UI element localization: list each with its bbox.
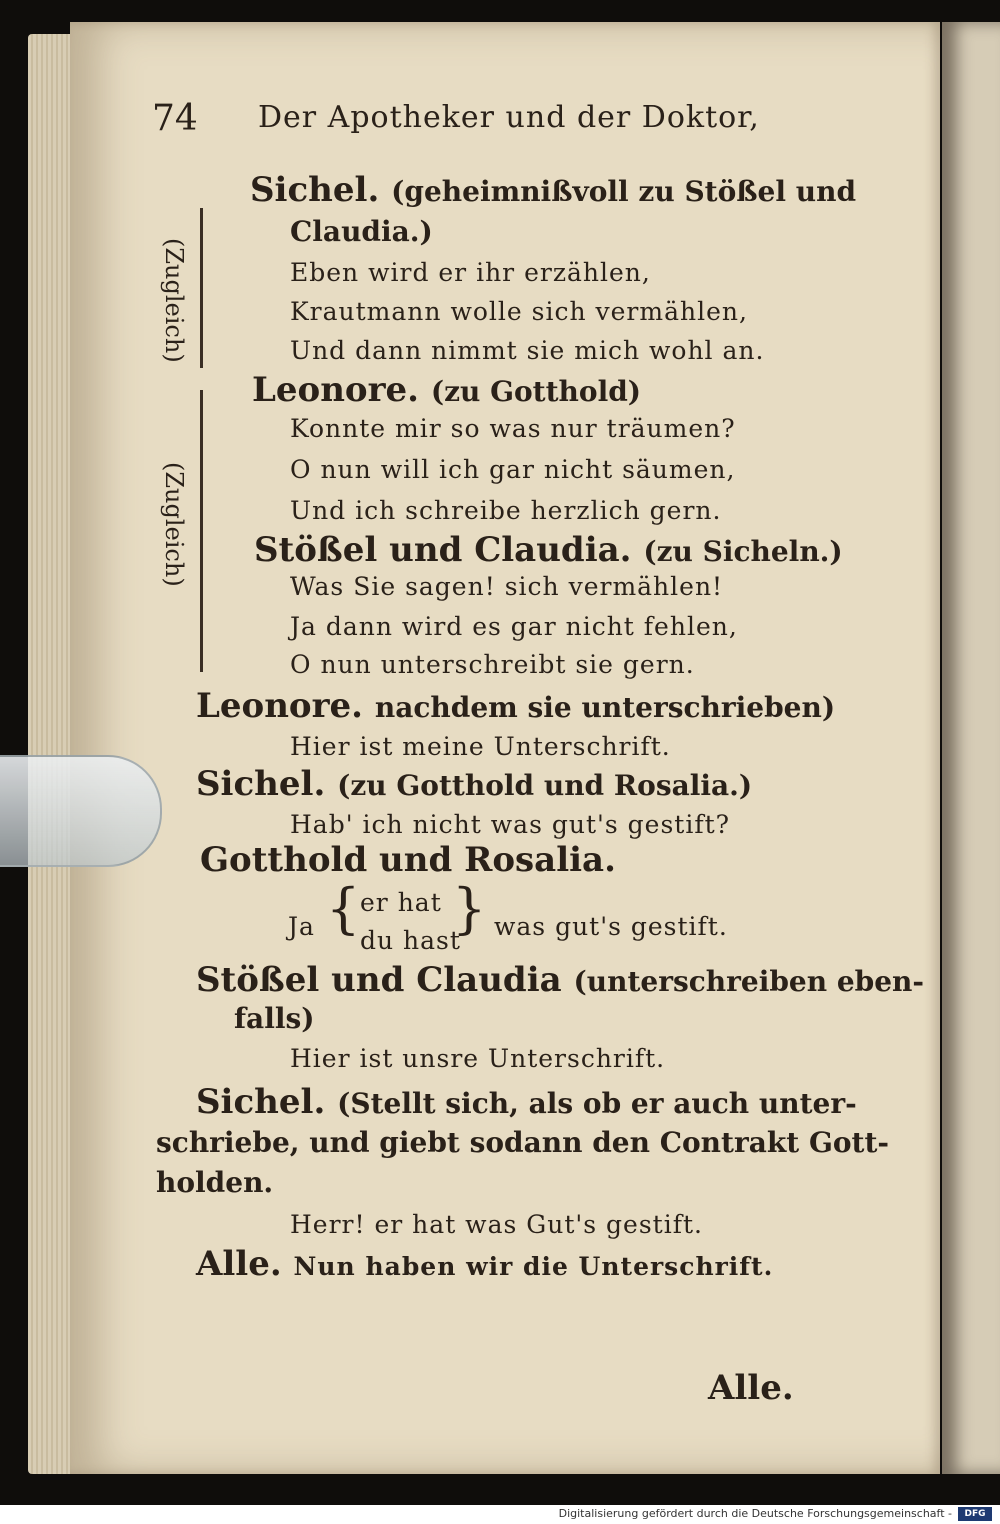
catchword: Alle. [708,1368,794,1408]
speaker-line: Stößel und Claudia. (zu Sicheln.) [254,530,843,570]
verse-line: Was Sie sagen! sich vermählen! [290,572,724,601]
choice-lead: Ja [288,912,315,941]
verse-line: Und dann nimmt sie mich wohl an. [290,336,765,365]
verse-line: Hab' ich nicht was gut's gestift? [290,810,731,839]
verse-line: Hier ist meine Unterschrift. [290,732,671,761]
verse-line: Eben wird er ihr erzählen, [290,258,651,287]
glass-bookmark [0,755,162,867]
verse-line: Konnte mir so was nur träumen? [290,414,736,443]
verse-line: Herr! er hat was Gut's gestift. [290,1210,703,1239]
verse-line: Hier ist unsre Unterschrift. [290,1044,666,1073]
speaker-line: Leonore. nachdem sie unterschrieben) [196,686,836,726]
speaker-line: Sichel. (zu Gotthold und Rosalia.) [196,764,753,804]
footer-bar [0,1505,1000,1524]
bracket-upper [200,208,203,368]
right-brace: } [452,877,487,940]
bracket-lower [200,390,203,672]
dfg-logo: DFG [958,1507,992,1521]
stage-direction-cont: schriebe, und giebt sodann den Contrakt Gott- [156,1126,890,1159]
verse-line: Und ich schreibe herzlich gern. [290,496,722,525]
speaker-line: Sichel. (geheimnißvoll zu Stößel und [250,170,857,210]
verse-line: O nun unterschreibt sie gern. [290,650,695,679]
choice-option-b: du hast [360,926,461,955]
funding-credit: Digitalisierung gefördert durch die Deutsche Forschungsgemeinschaft - [558,1507,952,1520]
speaker-line: Stößel und Claudia (unterschreiben eben- [196,960,925,1000]
choice-option-a: er hat [360,888,442,917]
stage-direction-cont: falls) [234,1002,315,1035]
bracket-label-lower: (Zugleich) [160,462,188,587]
bracket-label-upper: (Zugleich) [160,238,188,363]
speaker-line: Sichel. (Stellt sich, als ob er auch unter- [196,1082,857,1122]
verse-line: Ja dann wird es gar nicht fehlen, [290,612,738,641]
verse-line: Krautmann wolle sich vermählen, [290,297,748,326]
stage-direction-cont: Claudia.) [290,215,433,248]
running-head: Der Apotheker und der Doktor, [258,100,760,135]
choice-tail: was gut's gestift. [494,912,728,941]
speaker-line: Gotthold und Rosalia. [200,840,616,880]
facing-page-edge [942,22,1000,1474]
left-brace: { [326,877,361,940]
speaker-line: Alle. Nun haben wir die Unterschrift. [196,1244,774,1284]
stage-direction-cont: holden. [156,1166,274,1199]
verse-line: O nun will ich gar nicht säumen, [290,455,736,484]
speaker-line: Leonore. (zu Gotthold) [252,370,642,410]
page-number: 74 [152,98,198,139]
